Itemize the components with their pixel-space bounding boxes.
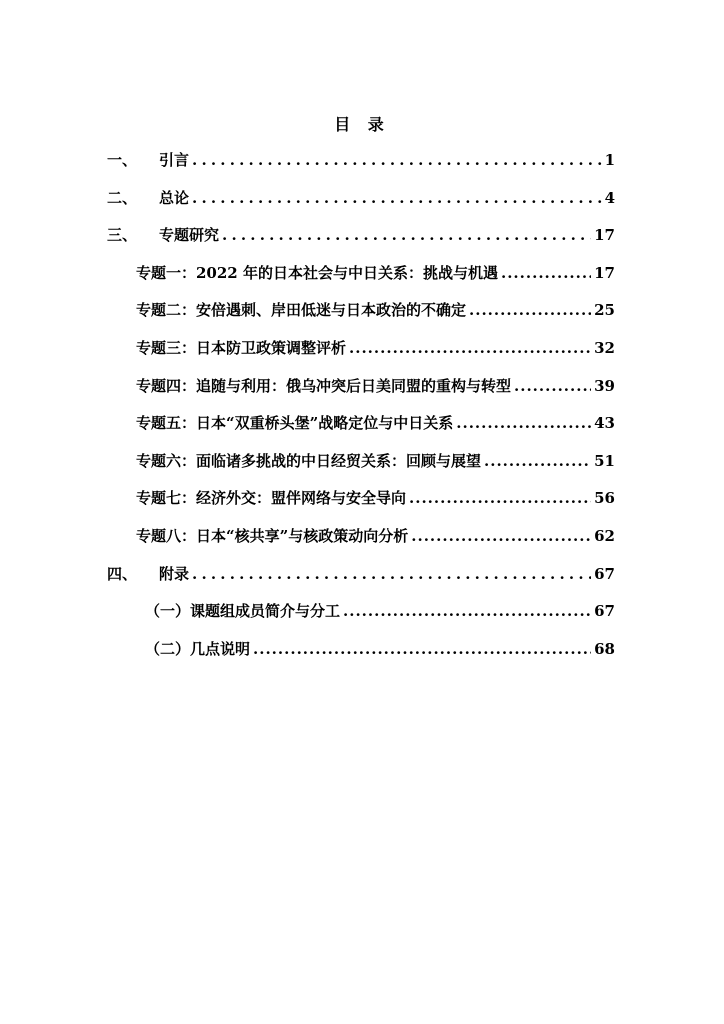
toc-entry-topic-8[interactable] <box>107 521 615 559</box>
toc-title: 目 录 <box>334 115 390 134</box>
toc-dot-leader <box>192 183 602 213</box>
toc-entry-topic-7[interactable] <box>107 483 615 521</box>
toc-entry-topic-6[interactable] <box>107 446 615 484</box>
toc-dot-leader <box>409 483 591 513</box>
toc-entry-page: 32 <box>594 338 615 357</box>
toc-entry-label: 专题六：面临诸多挑战的中日经贸关系：回顾与展望 <box>136 451 482 470</box>
toc-entry-special-studies[interactable] <box>107 220 615 258</box>
toc-entry-page: 62 <box>594 526 615 545</box>
toc-entry-introduction[interactable] <box>107 145 615 183</box>
toc-entry-appendix-1[interactable] <box>107 596 615 634</box>
toc-entry-page: 1 <box>604 151 615 169</box>
toc-entry-number: 一、 <box>107 151 138 169</box>
toc-entry-page: 39 <box>594 376 615 395</box>
toc-entry-page: 17 <box>594 226 615 245</box>
toc-entry-topic-1[interactable] <box>107 258 615 296</box>
toc-entry-topic-2[interactable] <box>107 295 615 333</box>
toc-entry-page: 67 <box>594 602 615 621</box>
toc-dot-leader <box>411 521 591 551</box>
toc-dot-leader <box>469 295 591 325</box>
toc-entry-page: 68 <box>594 639 615 658</box>
toc-entry-page: 4 <box>604 188 615 207</box>
toc-entry-page: 17 <box>594 263 615 282</box>
toc-dot-leader <box>501 258 591 288</box>
toc-entry-topic-4[interactable] <box>107 371 615 409</box>
toc-entry-label: 专题研究 <box>159 226 220 245</box>
toc-entry-label: 专题二：安倍遇刺、岸田低迷与日本政治的不确定 <box>136 301 467 320</box>
table-of-contents <box>107 145 615 671</box>
toc-entry-page: 51 <box>594 451 615 470</box>
toc-entry-number: 二、 <box>107 188 138 207</box>
toc-dot-leader <box>456 408 591 438</box>
toc-entry-topic-3[interactable] <box>107 333 615 371</box>
toc-dot-leader <box>192 559 591 589</box>
toc-entry-label: 专题七：经济外交：盟伴网络与安全导向 <box>136 489 407 508</box>
toc-entry-label: （一）课题组成员简介与分工 <box>145 602 341 621</box>
toc-entry-page: 67 <box>594 564 615 583</box>
toc-entry-label: 总论 <box>159 188 190 207</box>
toc-entry-overview[interactable] <box>107 183 615 221</box>
toc-entry-label: 专题四：追随与利用：俄乌冲突后日美同盟的重构与转型 <box>136 376 512 395</box>
toc-entry-page: 56 <box>594 489 615 508</box>
toc-entry-page: 43 <box>594 414 615 433</box>
toc-dot-leader <box>222 220 591 250</box>
toc-entry-appendix[interactable] <box>107 559 615 597</box>
toc-entry-label: 引言 <box>159 151 190 169</box>
toc-dot-leader <box>192 145 602 175</box>
toc-dot-leader <box>484 446 591 476</box>
toc-entry-page: 25 <box>594 301 615 320</box>
toc-entry-number: 四、 <box>107 564 138 583</box>
toc-entry-label: （二）几点说明 <box>145 639 251 658</box>
toc-dot-leader <box>514 371 591 401</box>
toc-entry-topic-5[interactable] <box>107 408 615 446</box>
toc-entry-number: 三、 <box>107 226 138 245</box>
toc-dot-leader <box>349 333 591 363</box>
toc-entry-label: 专题五：日本“双重桥头堡”战略定位与中日关系 <box>136 414 454 433</box>
toc-entry-appendix-2[interactable] <box>107 634 615 672</box>
toc-entry-label: 专题三：日本防卫政策调整评析 <box>136 338 347 357</box>
toc-entry-label: 专题一：2022 年的日本社会与中日关系：挑战与机遇 <box>136 263 498 282</box>
toc-entry-label: 专题八：日本“核共享”与核政策动向分析 <box>136 526 409 545</box>
toc-dot-leader <box>343 596 591 626</box>
toc-dot-leader <box>253 634 591 664</box>
toc-entry-label: 附录 <box>159 564 190 583</box>
